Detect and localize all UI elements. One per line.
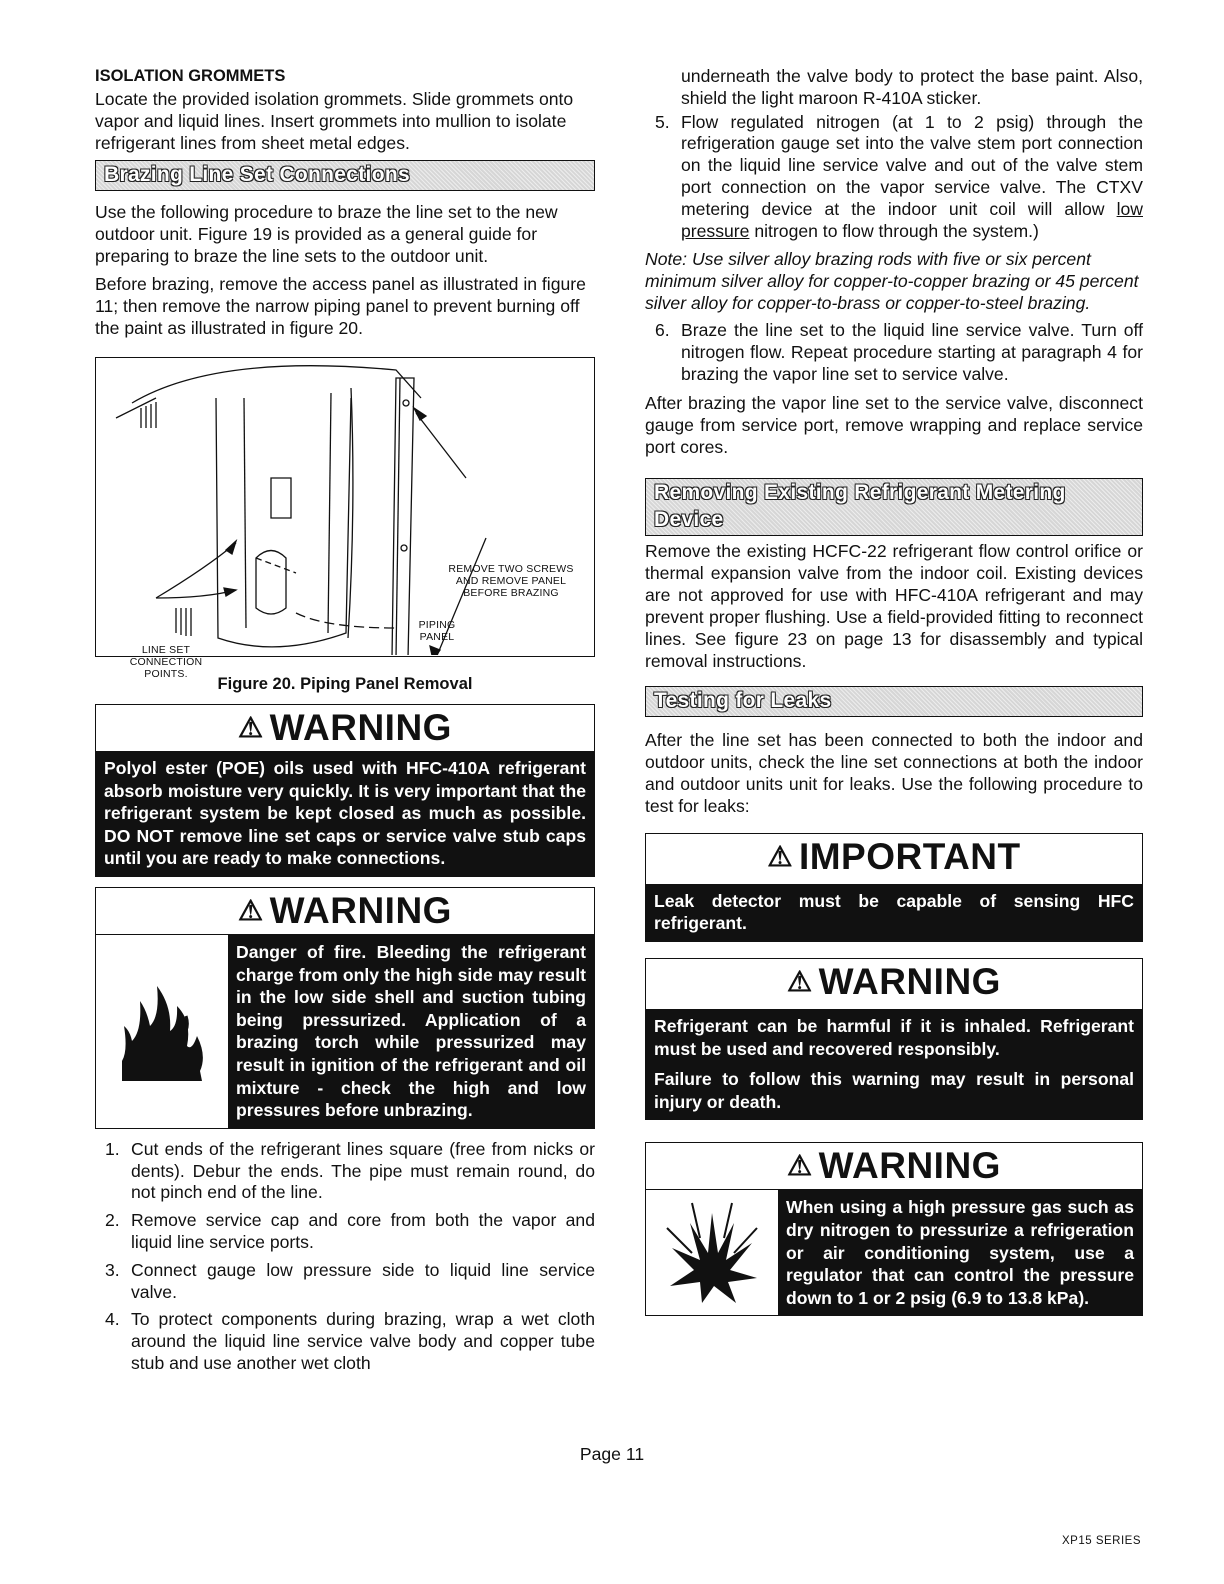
right-column: [645, 66, 1143, 1316]
list-item: 3. Connect gauge low pressure side to liquid line service valve.: [105, 1259, 595, 1302]
warning-box-fire: [95, 887, 595, 1129]
brazing-paragraph-1: Use the following procedure to braze the line set to the new outdoor unit. Figure 19 is provided as a general guide for preparing to braze the line sets to the outdoor unit.: [95, 202, 558, 266]
list-item: 6. Braze the line set to the liquid line service valve. Turn off nitrogen flow. Repeat procedure starting at paragraph 4 for brazing the vapor line set to service valve.: [655, 320, 1143, 384]
figure-label-remove-screws: REMOVE TWO SCREWS AND REMOVE PANEL BEFORE BRAZING: [448, 563, 574, 599]
leaks-paragraph: After the line set has been connected to both the indoor and outdoor units, check the line set connections at both the indoor and outdoor units unit for leaks. Use the following procedure to test for leaks:: [645, 729, 1143, 816]
leaks-banner-text: Testing for Leaks: [654, 688, 832, 712]
important-text: Leak detector must be capable of sensing HFC refrigerant.: [646, 884, 1142, 941]
left-column: [95, 66, 595, 1381]
brazing-section-banner: [95, 160, 595, 191]
warning-box-inhaled: [645, 958, 1143, 1120]
figure-label-line-set: LINE SET CONNECTION POINTS.: [129, 644, 203, 680]
warning-triangle-icon: ⚠: [238, 894, 264, 926]
warning-text-line-2: Failure to follow this warning may result in personal injury or death.: [654, 1069, 1134, 1112]
piping-panel-illustration: [96, 358, 593, 655]
explosion-hazard-icon: [646, 1190, 778, 1315]
list-item: underneath the valve body to protect the base paint. Also, shield the light maroon R-410A sticker.: [681, 66, 1143, 108]
figure-20-caption: Figure 20. Piping Panel Removal: [217, 675, 473, 693]
page-number: Page 11: [579, 1444, 645, 1464]
metering-banner-line-2: Device: [654, 507, 724, 531]
list-item: 1. Cut ends of the refrigerant lines square (free from nicks or dents). Debur the ends. The pipe must remain round, do not pinch end of the line.: [105, 1138, 595, 1203]
warning-triangle-icon: ⚠: [238, 712, 264, 743]
warning-text-poe-oils: Polyol ester (POE) oils used with HFC-410A refrigerant absorb moisture very quickly. It is very important that the refrigerant system be kept closed as much as possible. DO NOT remove line set caps or service valve stub caps until you are ready to make connections.: [96, 751, 594, 876]
warning-triangle-icon: ⚠: [787, 965, 813, 997]
underlined-text: low pressure: [681, 198, 1143, 241]
warning-text-pressure: When using a high pressure gas such as dry nitrogen to pressurize a refrigeration or air conditioning system, use a regulator that can control the pressure down to 1 or 2 psig (6.9 to 13.8 kPa).: [778, 1190, 1142, 1315]
important-title: ⚠ IMPORTANT: [767, 835, 1021, 877]
warning-triangle-icon: ⚠: [787, 1150, 813, 1182]
warning-title: ⚠ WARNING: [238, 889, 452, 931]
metering-device-banner: [645, 478, 1143, 536]
grommets-paragraph: Locate the provided isolation grommets. Slide grommets onto vapor and liquid lines. Insert grommets into mullion to isolate refrigerant lines from sheet metal edges.: [95, 89, 574, 153]
fire-hazard-icon: [96, 935, 228, 1128]
after-brazing-paragraph: After brazing the vapor line set to the service valve, disconnect gauge from service port, remove wrapping and replace service port cores.: [645, 392, 1143, 457]
figure-20-box: [95, 357, 595, 680]
list-item: 2. Remove service cap and core from both the vapor and liquid line service ports.: [105, 1210, 595, 1252]
brazing-banner-text: Brazing Line Set Connections: [104, 163, 410, 186]
list-item: 5. Flow regulated nitrogen (at 1 to 2 psig) through the refrigeration gauge set into the valve stem port connection on the liquid line service valve and out of the valve stem port connection on the vapor service valve. The CTXV metering device at the indoor unit coil will allow low pressure nitrogen to flow through the system.): [655, 111, 1143, 241]
testing-leaks-banner: [645, 686, 1143, 717]
isolation-grommets-heading: ISOLATION GROMMETS: [95, 67, 286, 85]
brazing-paragraph-2: Before brazing, remove the access panel as illustrated in figure 11; then remove the narrow piping panel to prevent burning off the paint as illustrated in figure 20.: [95, 274, 586, 338]
warning-title: ⚠ WARNING: [238, 707, 452, 748]
metering-banner-line-1: Removing Existing Refrigerant Metering: [654, 480, 1066, 504]
warning-text-inhaled: [646, 1009, 1142, 1119]
brazing-step-6: [645, 320, 1143, 385]
warning-triangle-icon: ⚠: [767, 840, 793, 872]
warning-text-line-1: Refrigerant can be harmful if it is inhaled. Refrigerant must be used and recovered responsibly.: [654, 1015, 1134, 1059]
warning-title: ⚠ WARNING: [787, 960, 1001, 1002]
metering-paragraph: Remove the existing HCFC-22 refrigerant flow control orifice or thermal expansion valve from the indoor coil. Existing devices are not approved for use with HFC-410A refrigerant and may prevent proper flushing. Use a field-provided fitting to reconnect lines. See figure 23 on page 13 for disassembly and typical removal instructions.: [645, 540, 1143, 671]
figure-label-piping-panel: PIPING PANEL: [418, 619, 456, 643]
warning-box-pressure: [645, 1142, 1143, 1316]
important-box: [645, 833, 1143, 942]
warning-text-fire: Danger of fire. Bleeding the refrigerant charge from only the high side may result in the low side shell and suction tubing being pressurized. Application of a brazing torch while pressurized may result in ignition of the refrigerant and oil mixture - check the high and low pressures before unbrazing.: [228, 935, 594, 1128]
warning-box-poe-oils: [95, 704, 595, 877]
brazing-steps-continued: [645, 66, 1143, 242]
series-label: XP15 SERIES: [1062, 1535, 1142, 1547]
brazing-steps-list: [95, 1139, 595, 1375]
list-item: 4. To protect components during brazing, wrap a wet cloth around the liquid line service valve body and copper tube stub and use another wet cloth: [105, 1309, 595, 1373]
warning-title: ⚠ WARNING: [787, 1145, 1001, 1187]
brazing-note: Note: Use silver alloy brazing rods with five or six percent minimum silver alloy for copper-to-copper brazing or 45 percent silver alloy for copper-to-brass or copper-to-steel brazing.: [645, 249, 1139, 314]
